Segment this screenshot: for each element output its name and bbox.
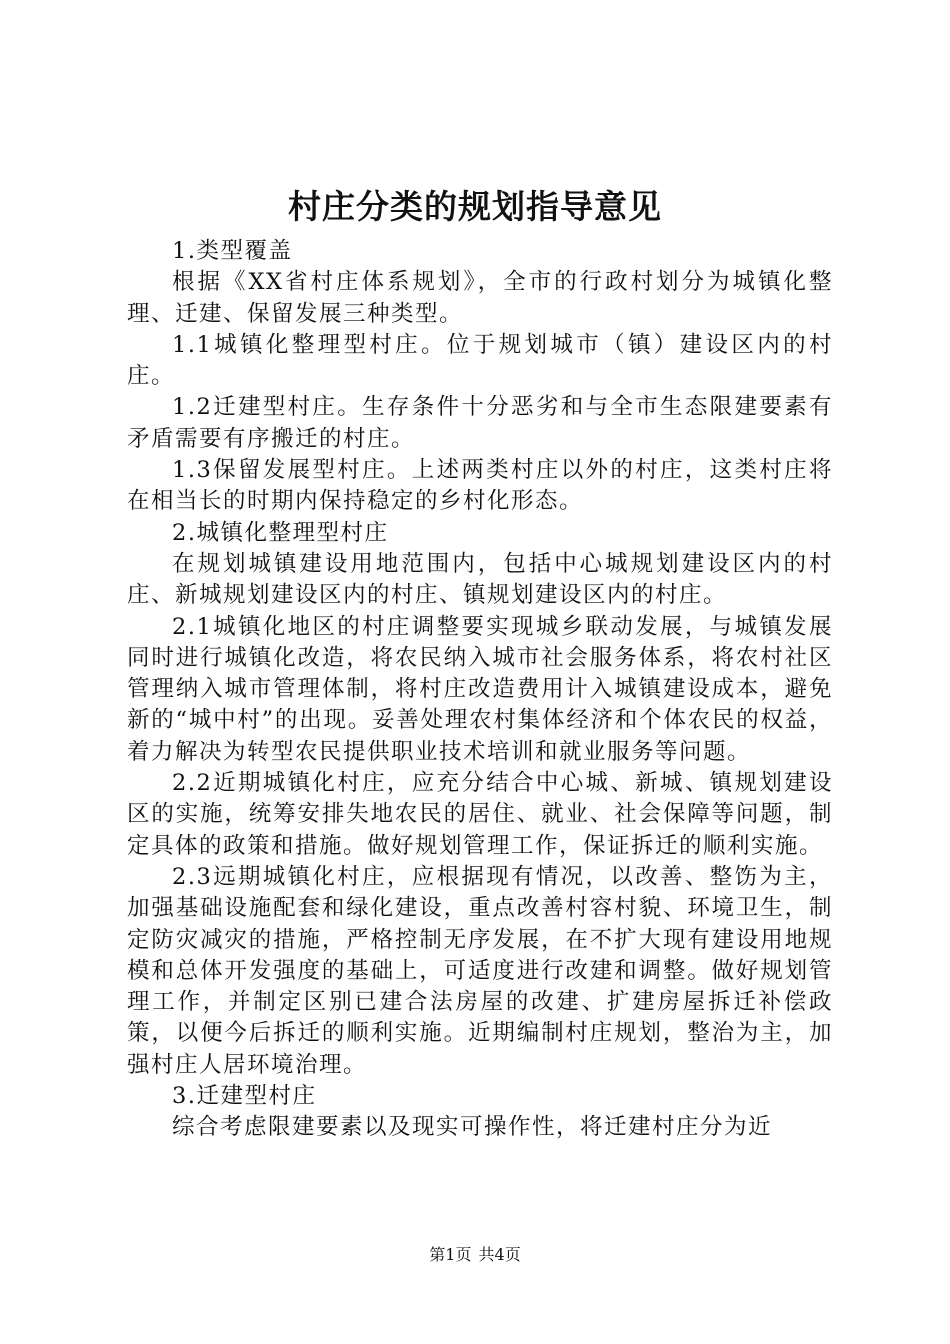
- paragraph: 2.1城镇化地区的村庄调整要实现城乡联动发展，与城镇发展同时进行城镇化改造，将农民纳入城市社会服务体系，将农村社区管理纳入城市管理体制，将村庄改造费用计入城镇建设成本，避免新的“城中村”的出现。妥善处理农村集体经济和个体农民的权益，着力解决为转型农民提供职业技术培训和就业服务等问题。: [127, 613, 833, 765]
- paragraph: 综合考虑限建要素以及现实可操作性，将迁建村庄分为近: [172, 1114, 773, 1141]
- paragraph-heading-2: 2.城镇化整理型村庄: [172, 519, 389, 546]
- paragraph: 1.3保留发展型村庄。上述两类村庄以外的村庄，这类村庄将在相当长的时期内保持稳定的乡村化形态。: [127, 457, 833, 515]
- document-body: [127, 236, 833, 1144]
- document-title: 村庄分类的规划指导意见: [288, 187, 662, 226]
- paragraph: 根据《XX省村庄体系规划》，全市的行政村划分为城镇化整理、迁建、保留发展三种类型。: [127, 269, 833, 327]
- page-footer: [0, 1244, 950, 1266]
- paragraph: 在规划城镇建设用地范围内，包括中心城规划建设区内的村庄、新城规划建设区内的村庄、镇规划建设区内的村庄。: [127, 550, 833, 609]
- paragraph: 1.1城镇化整理型村庄。位于规划城市（镇）建设区内的村庄。: [127, 331, 833, 390]
- paragraph: 2.3远期城镇化村庄，应根据现有情况，以改善、整饬为主，加强基础设施配套和绿化建设，重点改善村容村貌、环境卫生，制定防灾减灾的措施，严格控制无序发展，在不扩大现有建设用地规模和总体开发强度的基础上，可适度进行改建和调整。做好规划管理工作，并制定区别已建合法房屋的改建、扩建房屋拆迁补偿政策，以便今后拆迁的顺利实施。近期编制村庄规划，整治为主，加强村庄人居环境治理。: [127, 863, 833, 1078]
- paragraph-heading-1: 1.类型覆盖: [172, 238, 293, 264]
- page-total: 共4页: [478, 1245, 521, 1264]
- page-number: 第1页: [429, 1245, 472, 1264]
- paragraph-heading-3: 3.迁建型村庄: [172, 1083, 317, 1110]
- paragraph: 2.2近期城镇化村庄，应充分结合中心城、新城、镇规划建设区的实施，统筹安排失地农民的居住、就业、社会保障等问题，制定具体的政策和措施。做好规划管理工作，保证拆迁的顺利实施。: [127, 770, 833, 859]
- paragraph: 1.2迁建型村庄。生存条件十分恶劣和与全市生态限建要素有矛盾需要有序搬迁的村庄。: [127, 394, 833, 452]
